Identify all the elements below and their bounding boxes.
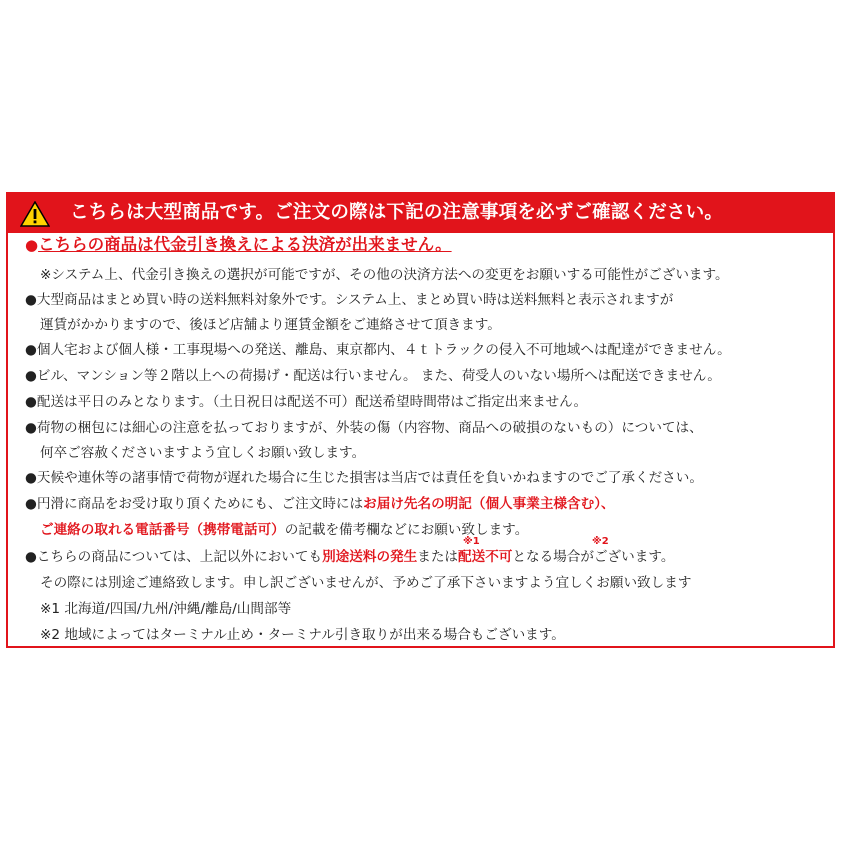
list-item: ●大型商品はまとめ買い時の送料無料対象外です。システム上、まとめ買い時は送料無料と表示されますが — [25, 292, 674, 308]
notice-box — [6, 192, 835, 648]
bullet-dot-icon: ● — [25, 394, 37, 410]
bullet-dot-icon: ● — [25, 368, 37, 384]
phone-required: ご連絡の取れる電話番号（携帯電話可） — [40, 522, 285, 538]
bullet-dot-icon: ● — [25, 496, 37, 512]
bullet-dot-icon: ● — [25, 342, 37, 358]
list-item: ●こちらの商品については、上記以外においても別途送料の発生または配送不可となる場合がございます。 — [25, 549, 675, 565]
banner-title: こちらは大型商品です。ご注文の際は下記の注意事項を必ずご確認ください。 — [70, 202, 724, 223]
delivery-name-required: お届け先名の明記（個人事業主様含む）、 — [363, 496, 615, 512]
extra-shipping-text: 別途送料の発生 — [322, 549, 418, 565]
list-item-continuation: その際には別途ご連絡致します。申し訳ございませんが、予めご了承下さいますよう宜しくお願い致します — [40, 575, 692, 591]
list-item: ●ビル、マンション等２階以上への荷揚げ・配送は行いません。 また、荷受人のいない場所へは配送できません。 — [25, 368, 721, 384]
bullet-dot-icon: ● — [25, 236, 39, 254]
list-item: ●配送は平日のみとなります。（土日祝日は配送不可）配送希望時間帯はご指定出来ません。 — [25, 394, 588, 410]
footnote-2: ※2 地域によってはターミナル止め・ターミナル引き取りが出来る場合もございます。 — [40, 627, 565, 643]
no-delivery-text: 配送不可 — [458, 549, 513, 565]
footnote-mark-2: ※2 — [592, 536, 609, 547]
list-item-continuation: 運賃がかかりますので、後ほど店舗より運賃金額をご連絡させて頂きます。 — [40, 317, 501, 333]
list-item: ●円滑に商品をお受け取り頂くためにも、ご注文時にはお届け先名の明記（個人事業主様含む）、 — [25, 496, 615, 512]
list-item-continuation: ご連絡の取れる電話番号（携帯電話可）の記載を備考欄などにお願い致します。 — [40, 522, 529, 538]
bullet-dot-icon: ● — [25, 470, 37, 486]
list-item-continuation: 何卒ご容赦くださいますよう宜しくお願い致します。 — [40, 445, 366, 461]
warning-triangle-icon — [20, 201, 50, 227]
system-note-line: ※システム上、代金引き換えの選択が可能ですが、その他の決済方法への変更をお願いする可能性がございます。 — [40, 267, 729, 283]
list-item: ●個人宅および個人様・工事現場への発送、離島、東京都内、４ｔトラックの侵入不可地域へは配達ができません。 — [25, 342, 731, 358]
warning-banner — [8, 194, 833, 233]
bullet-dot-icon: ● — [25, 549, 37, 565]
cod-not-available-text: こちらの商品は代金引き換えによる決済が出来ません。 — [38, 235, 452, 254]
headline-line — [25, 236, 452, 255]
list-item: ●天候や連休等の諸事情で荷物が遅れた場合に生じた損害は当店では責任を負いかねますのでご了承ください。 — [25, 470, 703, 486]
list-item: ●荷物の梱包には細心の注意を払っておりますが、外装の傷（内容物、商品への破損のないもの）については、 — [25, 420, 703, 436]
footnote-mark-1: ※1 — [463, 536, 480, 547]
bullet-dot-icon: ● — [25, 292, 37, 308]
footnote-1: ※1 北海道/四国/九州/沖縄/離島/山間部等 — [40, 601, 292, 617]
bullet-dot-icon: ● — [25, 420, 37, 436]
